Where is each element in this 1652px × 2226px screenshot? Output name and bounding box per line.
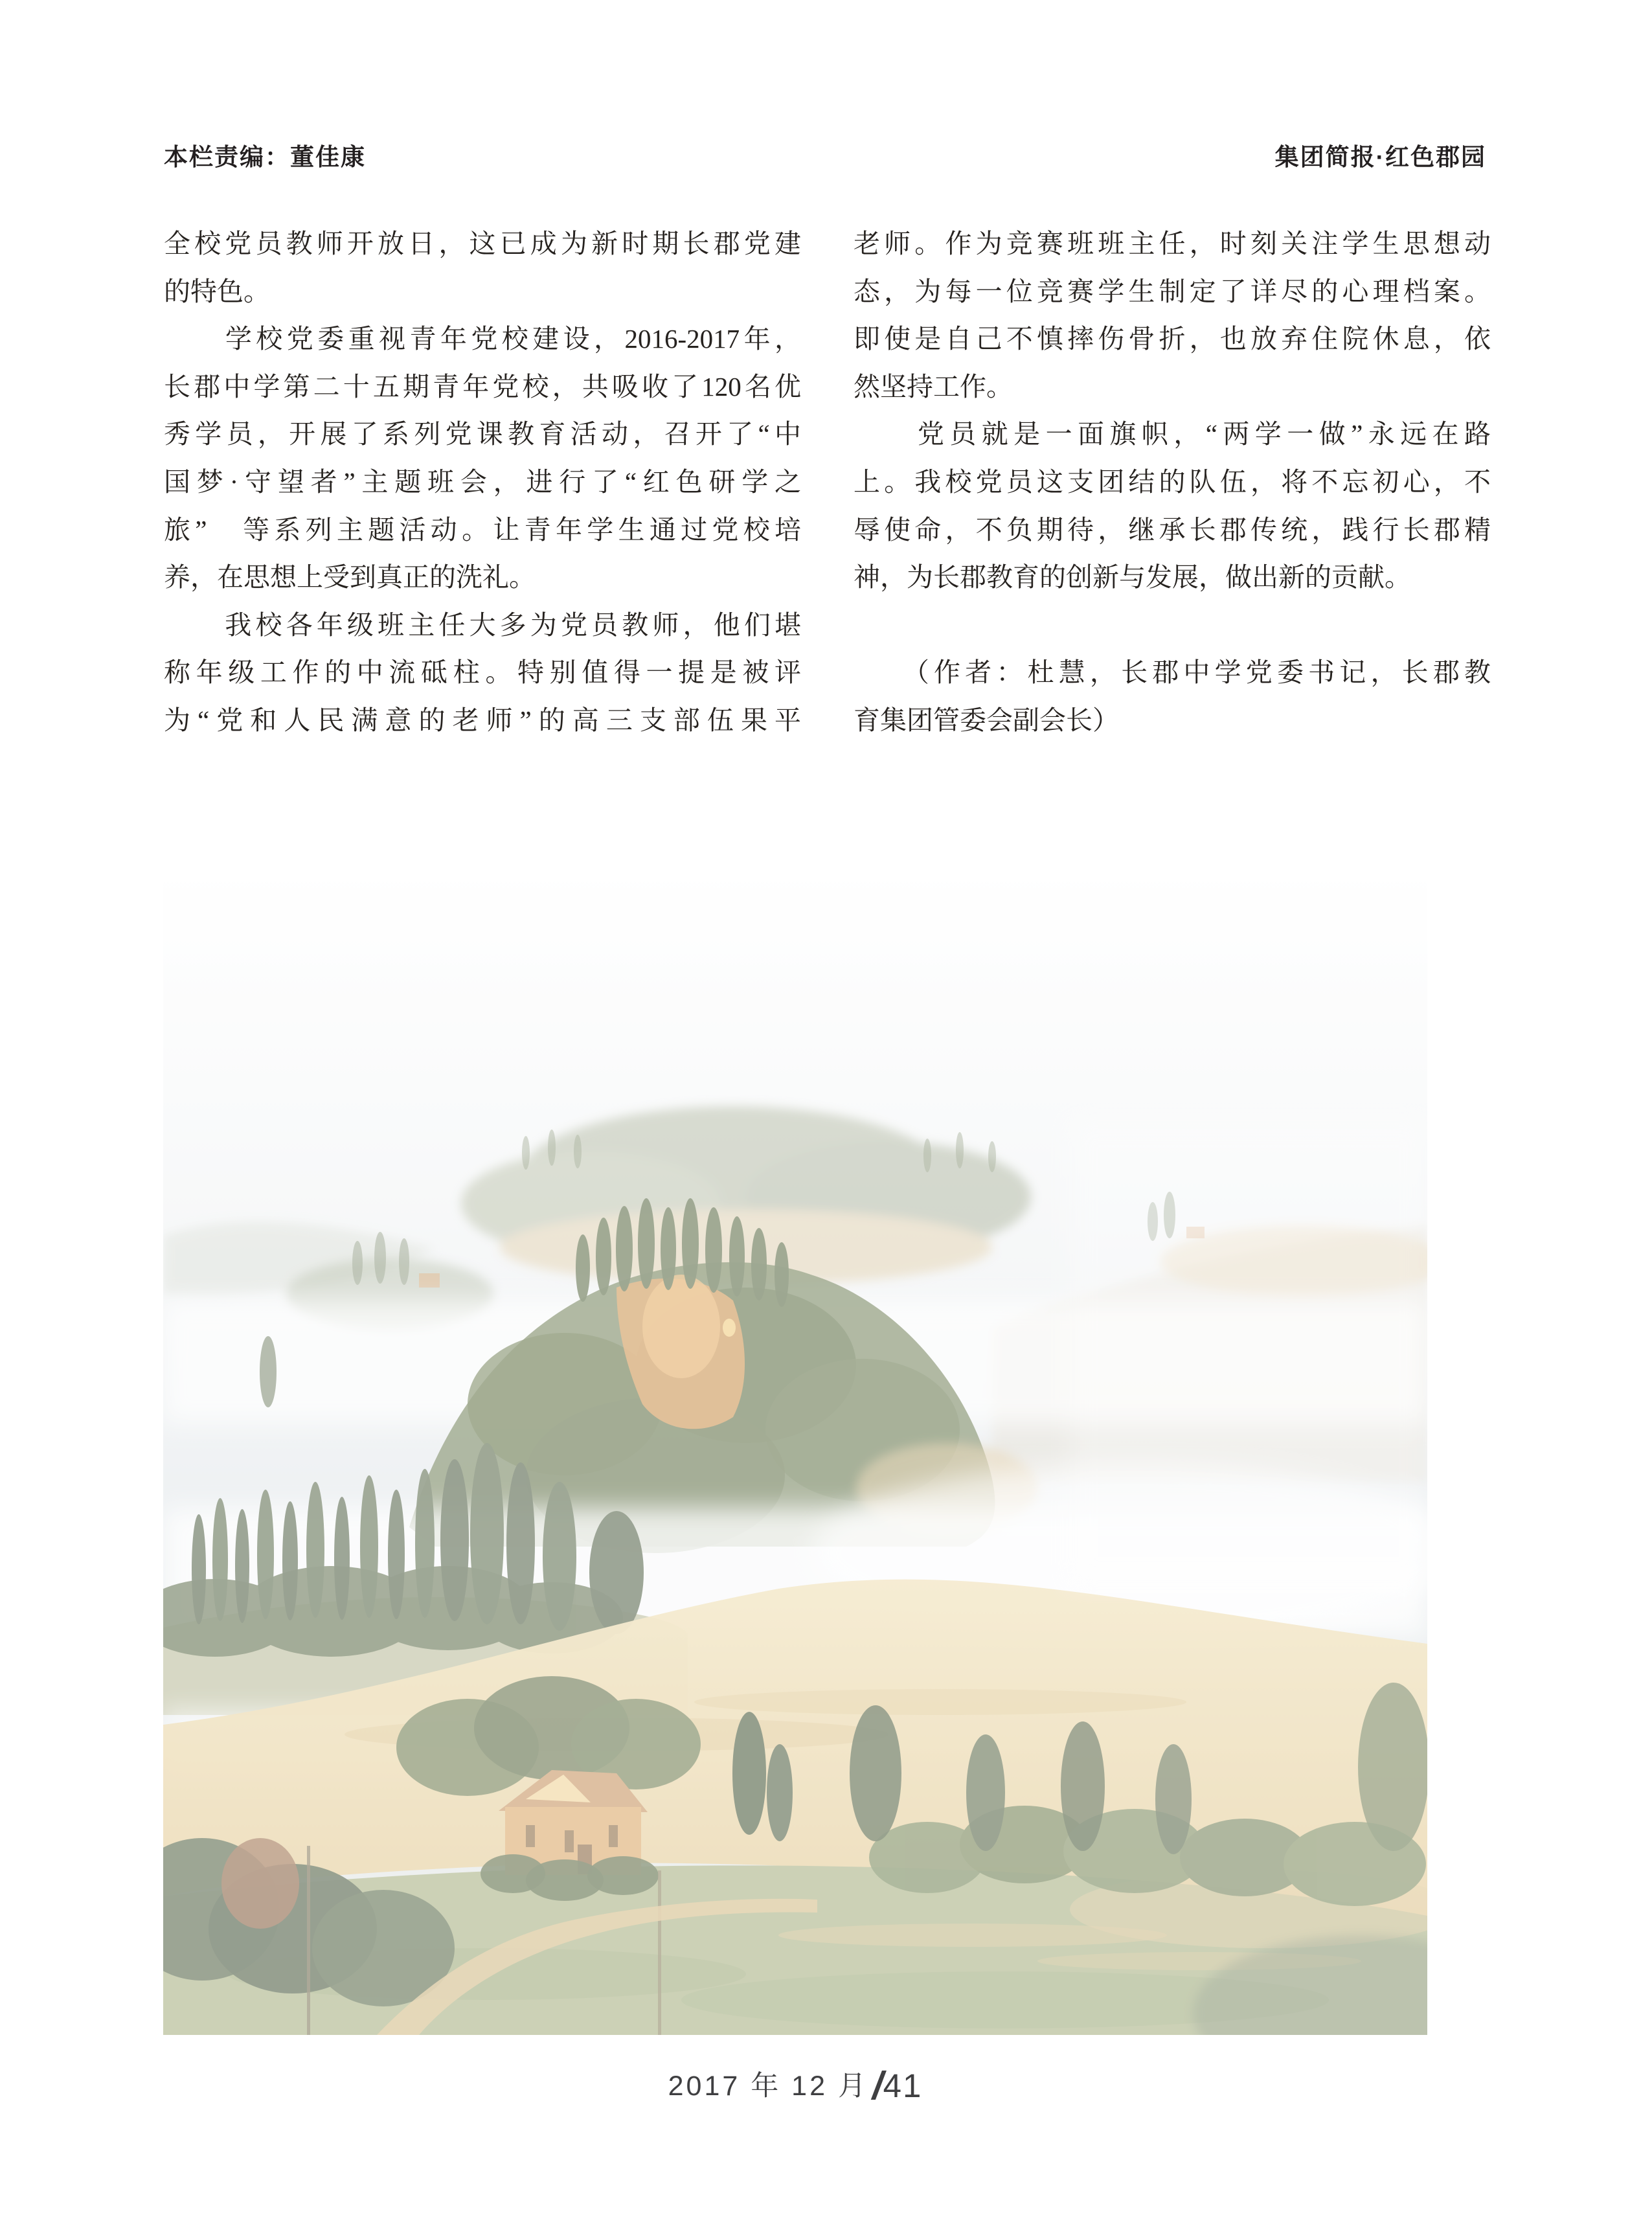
footer-page-number: 41 [883,2067,923,2104]
text-line: 秀学员，开展了系列党课教育活动，召开了“中 [164,419,801,449]
page-footer [163,2063,1427,2108]
text-line: 全校党员教师开放日，这已成为新时期长郡党建 [164,229,801,258]
landscape-photo-illustration [163,873,1427,2035]
text-line: 然坚持工作。 [854,371,1013,402]
text-line: 称年级工作的中流砥柱。特别值得一提是被评 [164,657,801,688]
header-editor-credit: 本栏责编：董佳康 [164,144,366,170]
column-left [164,220,801,745]
footer-slash: / [872,2064,883,2107]
paragraph [854,411,1491,601]
paragraph [164,220,801,315]
paragraph [854,220,1491,411]
footer-date: 2017 年 12 月 [668,2071,868,2102]
text-line: 旅” 等系列主题活动。让青年学生通过党校培 [164,514,801,545]
text-line: 养，在思想上受到真正的洗礼。 [164,562,536,593]
text-line: 上。我校党员这支团结的队伍，将不忘初心，不 [854,466,1491,497]
text-line: 神，为长郡教育的创新与发展，做出新的贡献。 [854,562,1411,593]
text-line: 老师。作为竞赛班班主任，时刻关注学生思想动 [854,229,1491,258]
text-line: 的特色。 [164,276,270,306]
text-line: 态，为每一位竞赛学生制定了详尽的心理档案。 [854,276,1491,306]
text-line: （作者：杜慧，长郡中学党委书记，长郡教 [854,657,1491,688]
paragraph [164,602,801,745]
text-line: 党员就是一面旗帜，“两学一做”永远在路 [854,419,1491,449]
text-line: 辱使命，不负期待，继承长郡传统，践行长郡精 [854,514,1491,545]
paragraph [164,315,801,602]
text-line: 长郡中学第二十五期青年党校，共吸收了120名优 [164,371,801,402]
page-header [164,137,1486,170]
text-line: 为“党和人民满意的老师”的高三支部伍果平 [164,705,801,735]
landscape-photo [163,873,1427,2035]
column-right [854,220,1491,745]
text-line: 学校党委重视青年党校建设，2016-2017年， [164,324,801,354]
text-line: 我校各年级班主任大多为党员教师，他们堪 [164,609,801,640]
text-line: 育集团管委会副会长） [854,705,1119,735]
text-line: 国梦·守望者”主题班会，进行了“红色研学之 [164,466,802,497]
text-line: 即使是自己不慎摔伤骨折，也放弃住院休息，依 [854,324,1491,354]
header-section-title: 集团简报·红色郡园 [1274,144,1486,170]
paragraph [854,649,1491,744]
